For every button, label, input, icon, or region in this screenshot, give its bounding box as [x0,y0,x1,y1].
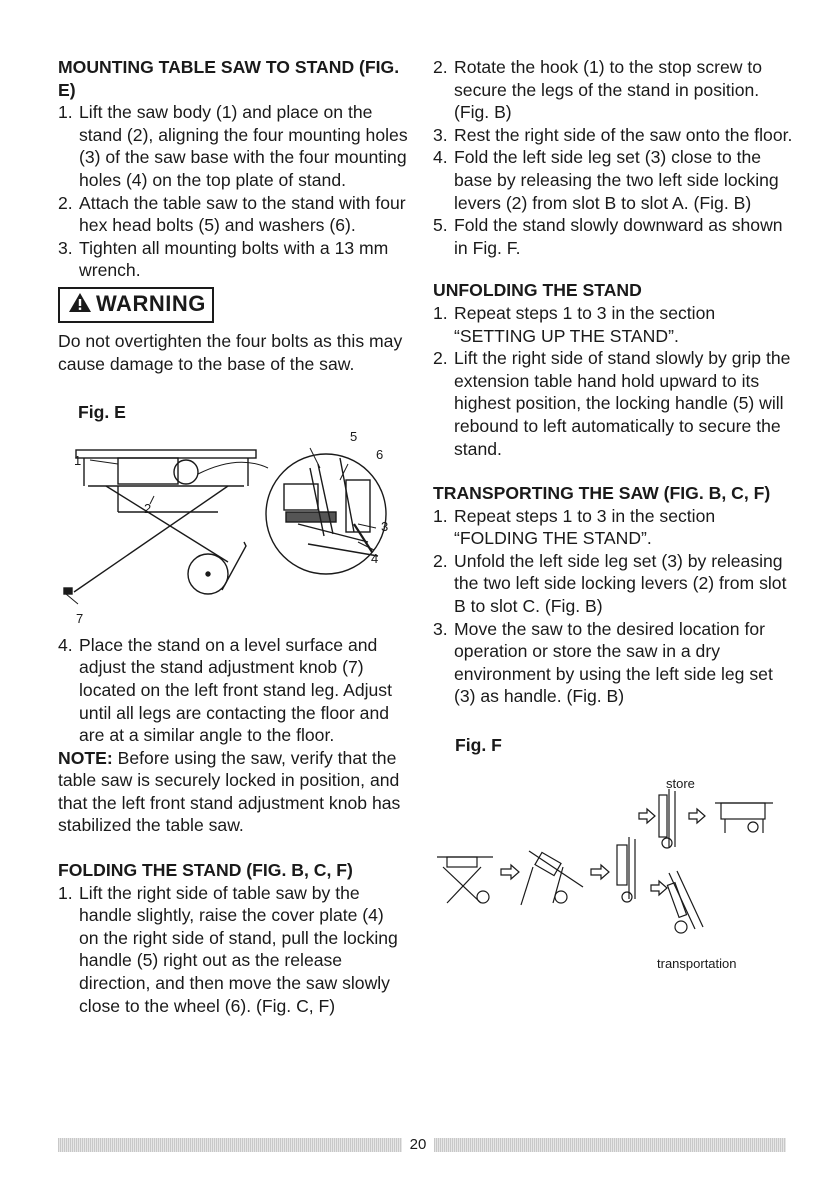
right-column [433,56,793,977]
fig-f-illustration [433,757,793,977]
mounting-steps [58,101,408,282]
callout-5: 5 [350,428,358,444]
warning-badge [58,287,214,323]
list-item: 1. Repeat steps 1 to 3 in the section “SETTING UP THE STAND”. [433,302,716,346]
left-column [58,56,408,1017]
footer-bar-left [58,1138,402,1152]
page-footer [58,1136,786,1154]
list-item: 1. Lift the saw body (1) and place on the stand (2), aligning the four mounting holes (3) of the saw base with the four mounting holes (4) on the top plate of stand. [58,102,408,190]
callout-2: 2 [144,500,152,516]
list-item: 3. Move the saw to the desired location for operation or store the saw in a dry environment by using the left side leg set (3) as handle. (Fig. B) [433,618,773,707]
arrow-icon [651,881,667,895]
list-item: 2. Unfold the left side leg set (3) by releasing the two left side locking levers (2) from slot B to slot C. (Fig. B) [433,550,787,617]
fig-e-label: Fig. E [78,402,126,423]
arrow-icon [501,865,519,879]
arrow-icon [689,809,705,823]
note-label: NOTE: [58,747,113,768]
callout-4: 4 [371,550,379,566]
transporting-steps [433,505,793,708]
list-item: 2. Attach the table saw to the stand with four hex head bolts (5) and washers (6). [58,192,406,236]
list-item: 1. Lift the right side of table saw by the handle slightly, raise the cover plate (4) on the right side of stand, pull the locking handle (5) right out as the release direction, and then move the saw slowly close to the wheel (6). (Fig. C, F) [58,882,398,1016]
folding-heading: FOLDING THE STAND (FIG. B, C, F) [58,860,353,881]
list-item: 4. Place the stand on a level surface and adjust the stand adjustment knob (7) located on the left front stand leg. Adjust until all legs are contacting the floor and are at a similar angle to the floor. [58,634,392,746]
list-item: 2. Rotate the hook (1) to the stop screw to secure the legs of the stand in position. (Fig. B) [433,57,763,123]
list-item: 4. Fold the left side leg set (3) close to the base by releasing the two left side locking levers (2) from slot B to slot A. (Fig. B) [433,147,779,213]
mounting-heading: MOUNTING TABLE SAW TO STAND (FIG. E) [58,57,400,100]
list-item: 3. Tighten all mounting bolts with a 13 mm wrench. [58,237,389,281]
page-number: 20 [409,1136,427,1153]
warning-text: Do not overtighten the four bolts as this may cause damage to the base of the saw. [58,330,403,374]
unfolding-steps [433,302,793,460]
note-paragraph [58,747,408,837]
note-text: Before using the saw, verify that the table saw is securely locked in position, and that the left front stand adjustment knob has stabilized the table saw. [58,747,401,836]
callout-3: 3 [381,518,389,534]
unfolding-heading: UNFOLDING THE STAND [433,280,642,301]
store-label: store [666,775,695,791]
callout-6: 6 [376,446,384,462]
arrow-icon [639,809,655,823]
footer-bar-right [434,1138,786,1152]
callout-1: 1 [74,452,82,468]
mounting-steps-cont [58,634,408,747]
list-item: 3. Rest the right side of the saw onto the floor. [433,124,793,145]
folding-steps-cont [433,56,793,259]
transporting-heading: TRANSPORTING THE SAW (FIG. B, C, F) [433,483,771,504]
warning-label: WARNING [96,290,206,316]
transportation-label: transportation [657,955,737,971]
list-item: 1. Repeat steps 1 to 3 in the section “FOLDING THE STAND”. [433,505,716,549]
fig-f-label: Fig. F [455,735,502,756]
callout-7: 7 [76,610,84,626]
list-item: 5. Fold the stand slowly downward as shown in Fig. F. [433,215,783,258]
arrow-icon [591,865,609,879]
fig-e-illustration [58,424,408,634]
warning-triangle-icon [68,291,92,321]
list-item: 2. Lift the right side of stand slowly by grip the extension table hand hold upward to its highest position, the locking handle (5) will rebound to left automatically to secure the stand. [433,348,791,459]
folding-steps [58,882,408,1018]
